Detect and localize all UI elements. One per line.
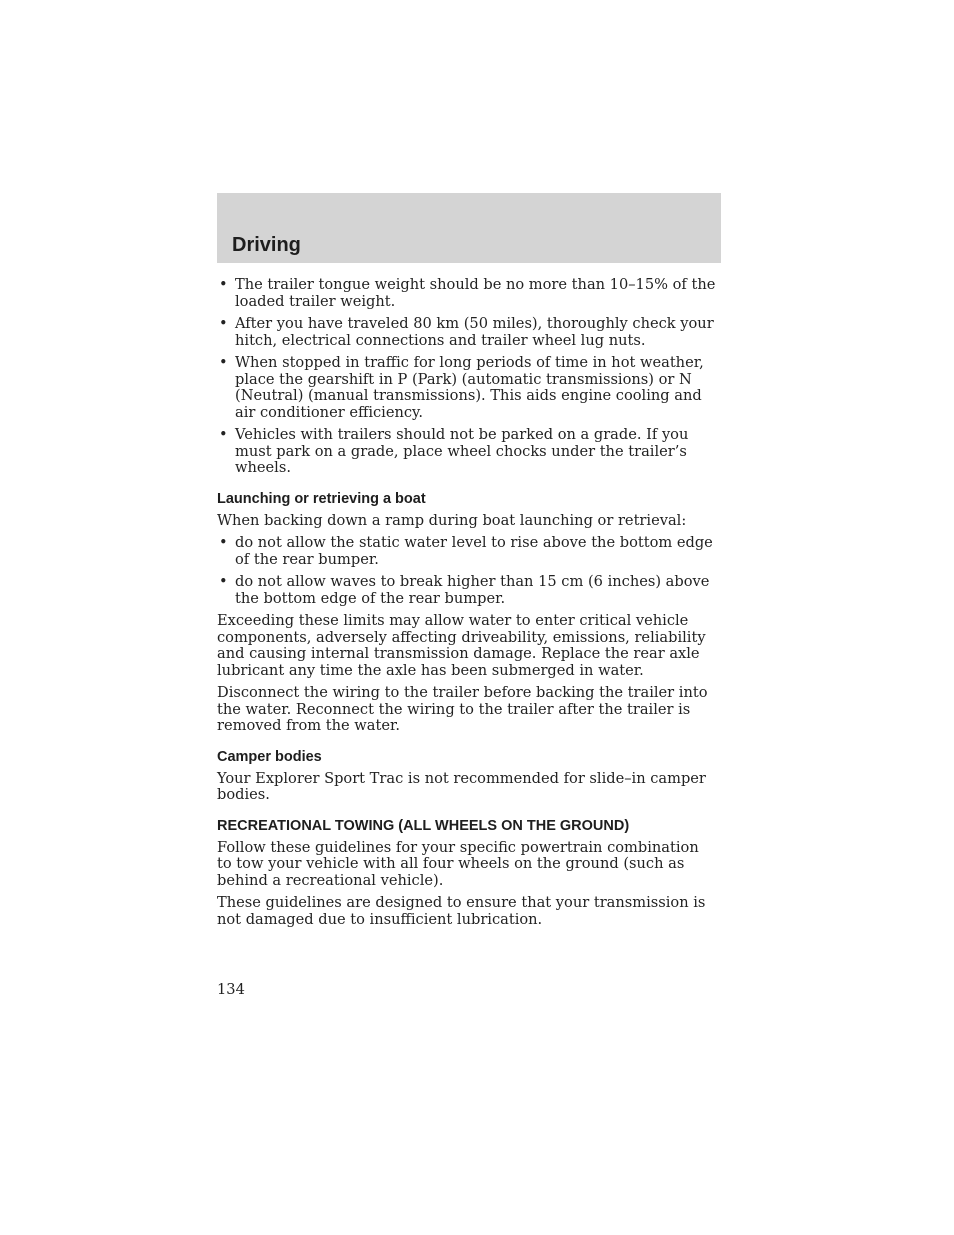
recreational-paragraph-guidelines: Follow these guidelines for your specific powertrain combination to tow your vehicle with all four wheels on the ground (such as behind a recreational vehicle).: [217, 838, 699, 889]
boat-intro: When backing down a ramp during boat launching or retrieval:: [217, 511, 687, 529]
boat-paragraph-limits: Exceeding these limits may allow water to enter critical vehicle components, adversely affecting driveability, emissions, reliability and causing internal transmission damage. Replace the rear axle lubricant any time the axle has been submerged in water.: [217, 612, 706, 679]
list-item: • do not allow the static water level to rise above the bottom edge of the rear bumper.: [219, 534, 713, 568]
list-item: • Vehicles with trailers should not be parked on a grade. If you must park on a grade, place wheel chocks under the trailer’s wheels.: [219, 426, 689, 476]
page-content: [217, 277, 717, 934]
section-title: Driving: [232, 234, 301, 256]
recreational-paragraph-lubrication: These guidelines are designed to ensure that your transmission is not damaged due to insufficient lubrication.: [217, 894, 706, 928]
page-number: 134: [217, 981, 245, 998]
list-item: • After you have traveled 80 km (50 miles), thoroughly check your hitch, electrical connections and trailer wheel lug nuts.: [219, 315, 714, 349]
list-item: • The trailer tongue weight should be no more than 10–15% of the loaded trailer weight.: [219, 276, 716, 310]
boat-paragraph-wiring: Disconnect the wiring to the trailer before backing the trailer into the water. Reconnect the wiring to the trailer after the trailer is removed from the water.: [217, 684, 708, 734]
bullet-icon: •: [219, 426, 228, 443]
towing-tips-list: [217, 277, 717, 477]
boat-rules-list: [217, 535, 717, 607]
boat-heading: Launching or retrieving a boat: [217, 490, 426, 507]
camper-paragraph: Your Explorer Sport Trac is not recommended for slide–in camper bodies.: [217, 769, 706, 803]
camper-heading: Camper bodies: [217, 748, 322, 765]
bullet-icon: •: [219, 315, 228, 332]
bullet-icon: •: [219, 573, 228, 590]
recreational-towing-heading: RECREATIONAL TOWING (ALL WHEELS ON THE GROUND): [217, 817, 630, 834]
list-item: • do not allow waves to break higher than 15 cm (6 inches) above the bottom edge of the rear bumper.: [219, 573, 710, 607]
list-item: • When stopped in traffic for long periods of time in hot weather, place the gearshift in P (Park) (automatic transmissions) or N (Neutral) (manual transmissions). This aids engine cooling and air conditioner efficiency.: [219, 354, 704, 421]
bullet-icon: •: [219, 534, 228, 551]
bullet-icon: •: [219, 354, 228, 371]
section-header-band: [217, 193, 721, 263]
bullet-icon: •: [219, 276, 228, 293]
